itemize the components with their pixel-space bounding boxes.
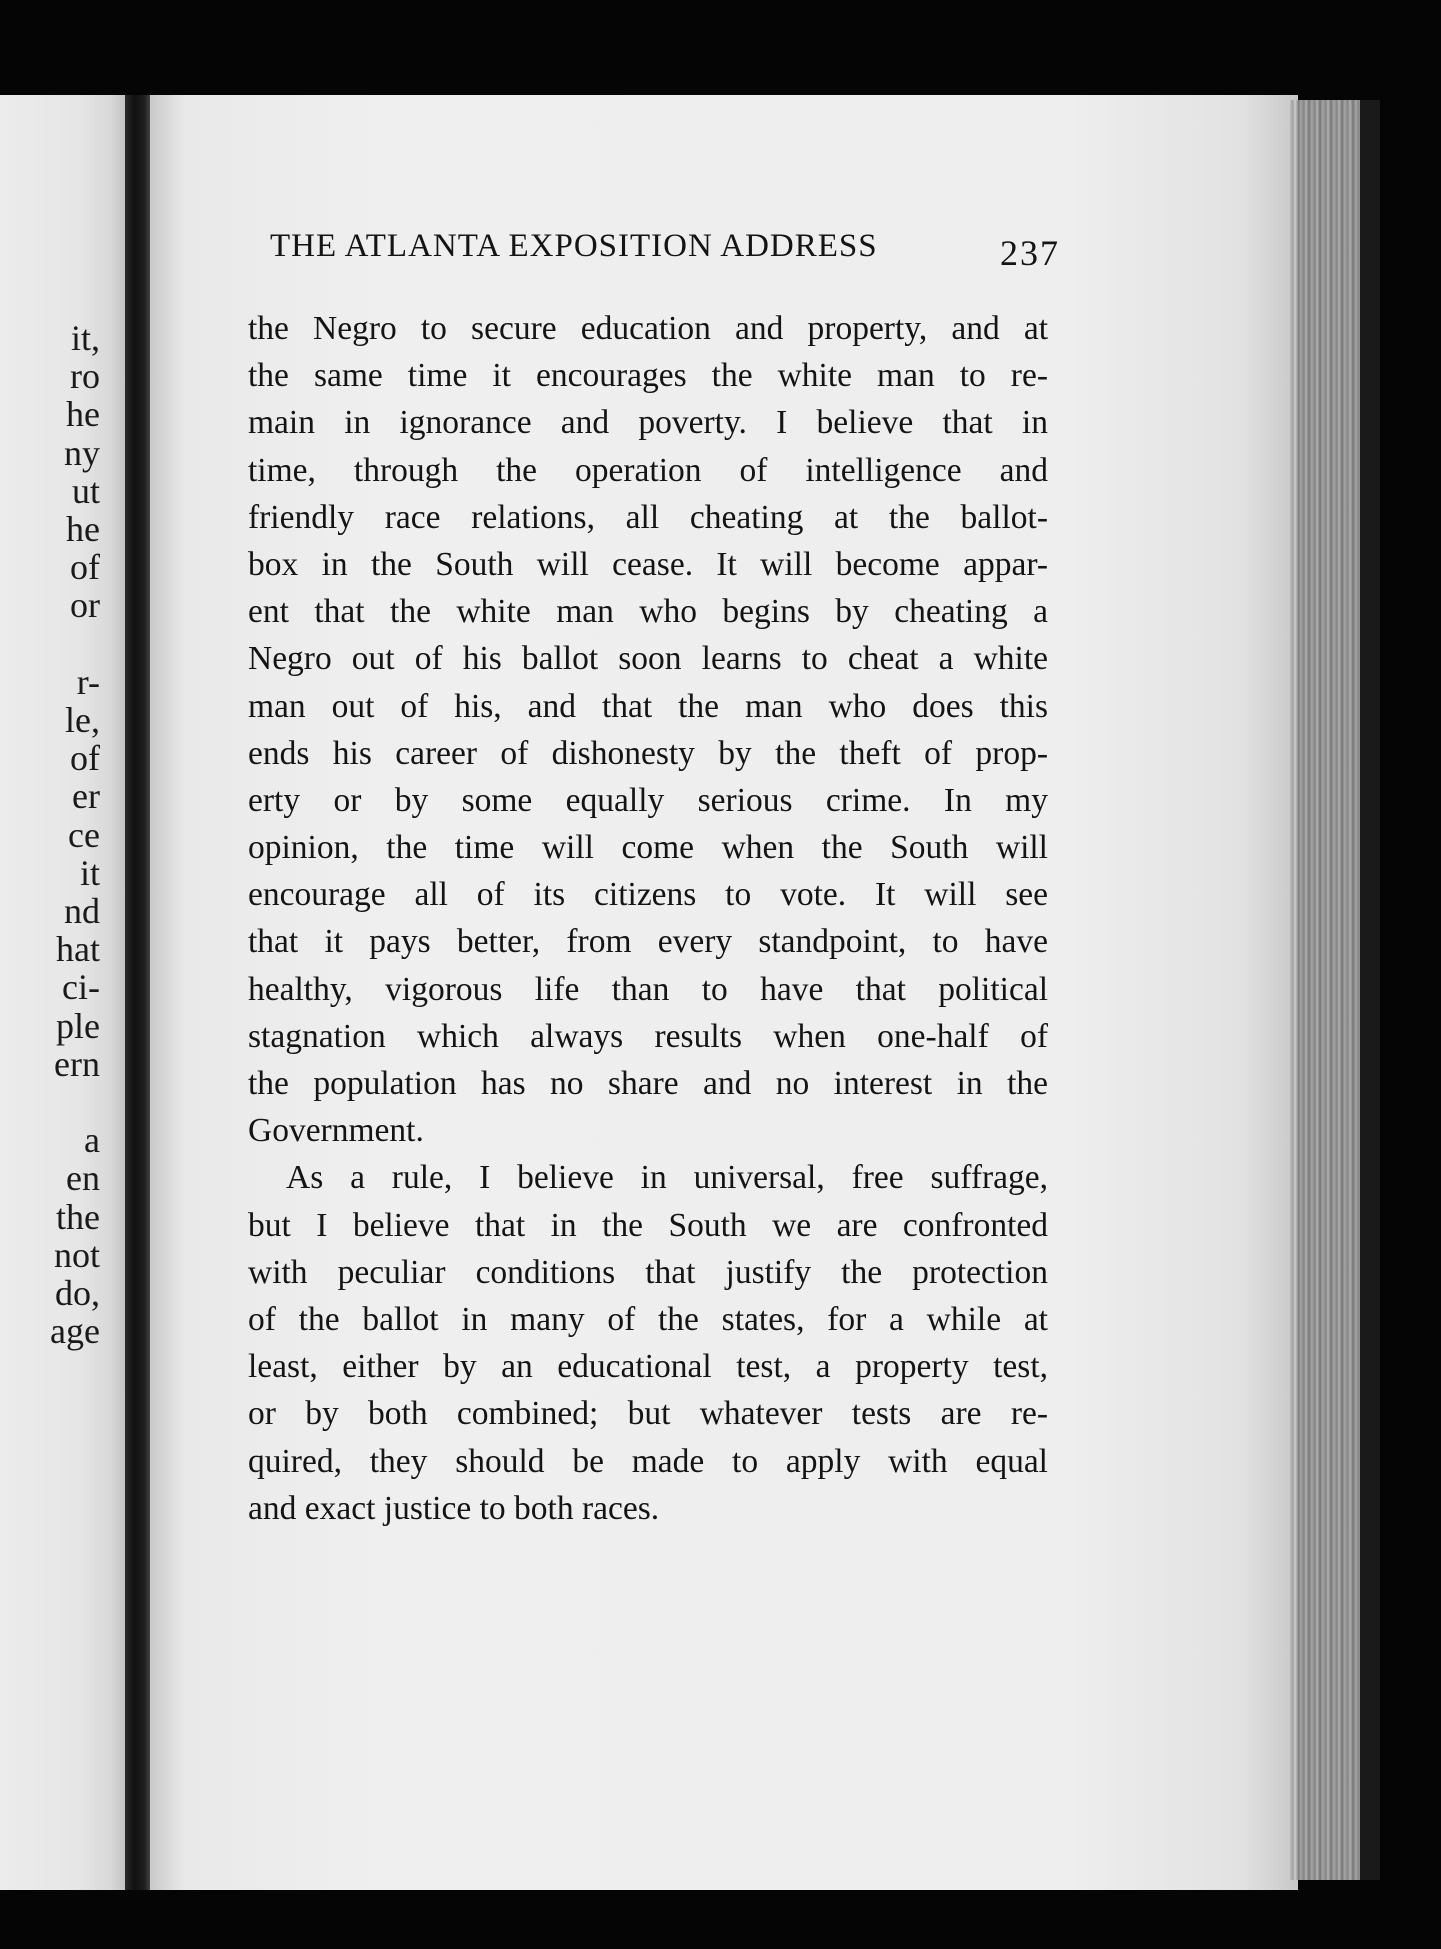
facing-page-line: a xyxy=(84,1120,100,1161)
text-line: man out of his, and that the man who does this xyxy=(248,687,1048,725)
text-line: least, either by an educational test, a property test, xyxy=(248,1348,1048,1386)
text-line: opinion, the time will come when the South will xyxy=(248,829,1048,867)
facing-page-line: or xyxy=(70,585,100,626)
facing-page-line: age xyxy=(50,1311,100,1352)
facing-page-line: ple xyxy=(56,1005,100,1046)
text-line: ent that the white man who begins by cheating a xyxy=(248,593,1048,631)
facing-page-line: hat xyxy=(56,929,100,970)
facing-page-line: ro xyxy=(70,356,100,397)
text-line: but I believe that in the South we are confronted xyxy=(248,1206,1048,1244)
text-line: encourage all of its citizens to vote. It will see xyxy=(248,876,1048,914)
text-line: the same time it encourages the white man to re- xyxy=(248,357,1048,395)
text-line: healthy, vigorous life than to have that political xyxy=(248,970,1048,1008)
facing-page-fragment xyxy=(0,95,130,1890)
facing-page-line: it xyxy=(79,852,100,893)
facing-page-line: of xyxy=(70,738,100,779)
facing-page-line: not xyxy=(53,1234,100,1275)
text-line: friendly race relations, all cheating at the ballot- xyxy=(248,498,1048,536)
body-text xyxy=(248,305,1048,1532)
text-line: Government. xyxy=(248,1112,424,1150)
facing-page-line: ce xyxy=(68,814,100,855)
facing-page-line: he xyxy=(66,394,100,435)
facing-page-line: ci- xyxy=(62,967,100,1008)
facing-page-line: ern xyxy=(54,1043,100,1084)
text-line: quired, they should be made to apply with equal xyxy=(248,1442,1048,1480)
facing-page-line: nd xyxy=(64,891,100,931)
text-line: box in the South will cease. It will become appar- xyxy=(248,545,1048,583)
facing-page-line: the xyxy=(56,1196,100,1237)
facing-page-line: le, xyxy=(65,700,100,740)
text-line: time, through the operation of intelligence and xyxy=(248,451,1048,489)
running-head xyxy=(270,228,1060,274)
text-line: that it pays better, from every standpoint, to have xyxy=(248,923,1048,961)
text-line: ends his career of dishonesty by the theft of prop- xyxy=(248,734,1048,772)
page-edges xyxy=(1290,100,1365,1880)
text-line: and exact justice to both races. xyxy=(248,1489,660,1527)
facing-page-line: r- xyxy=(76,661,100,702)
text-line: or by both combined; but whatever tests are re- xyxy=(248,1395,1048,1433)
text-line: the population has no share and no interest in the xyxy=(248,1065,1048,1102)
text-line: stagnation which always results when one-half of xyxy=(248,1017,1048,1055)
facing-page-line: it, xyxy=(70,318,100,358)
facing-page-line: ny xyxy=(64,432,100,473)
text-line: of the ballot in many of the states, for a while at xyxy=(248,1300,1048,1338)
text-line: the Negro to secure education and property, and at xyxy=(248,310,1048,347)
text-line: main in ignorance and poverty. I believe that in xyxy=(248,404,1048,442)
facing-page-line: of xyxy=(70,547,100,588)
facing-page-line: he xyxy=(66,509,100,549)
text-line: erty or by some equally serious crime. In my xyxy=(248,781,1048,819)
text-line: Negro out of his ballot soon learns to cheat a white xyxy=(248,640,1048,678)
facing-page-line: do, xyxy=(55,1273,100,1313)
text-line: As a rule, I believe in universal, free suffrage, xyxy=(286,1159,1048,1197)
page-number: 237 xyxy=(1000,233,1060,273)
facing-page-line: er xyxy=(72,776,100,817)
facing-page-line: en xyxy=(66,1158,100,1199)
page-edges-shadow xyxy=(1360,100,1380,1880)
running-title: THE ATLANTA EXPOSITION ADDRESS xyxy=(270,228,878,264)
text-line: with peculiar conditions that justify the protection xyxy=(248,1253,1048,1291)
facing-page-line: ut xyxy=(71,470,100,511)
